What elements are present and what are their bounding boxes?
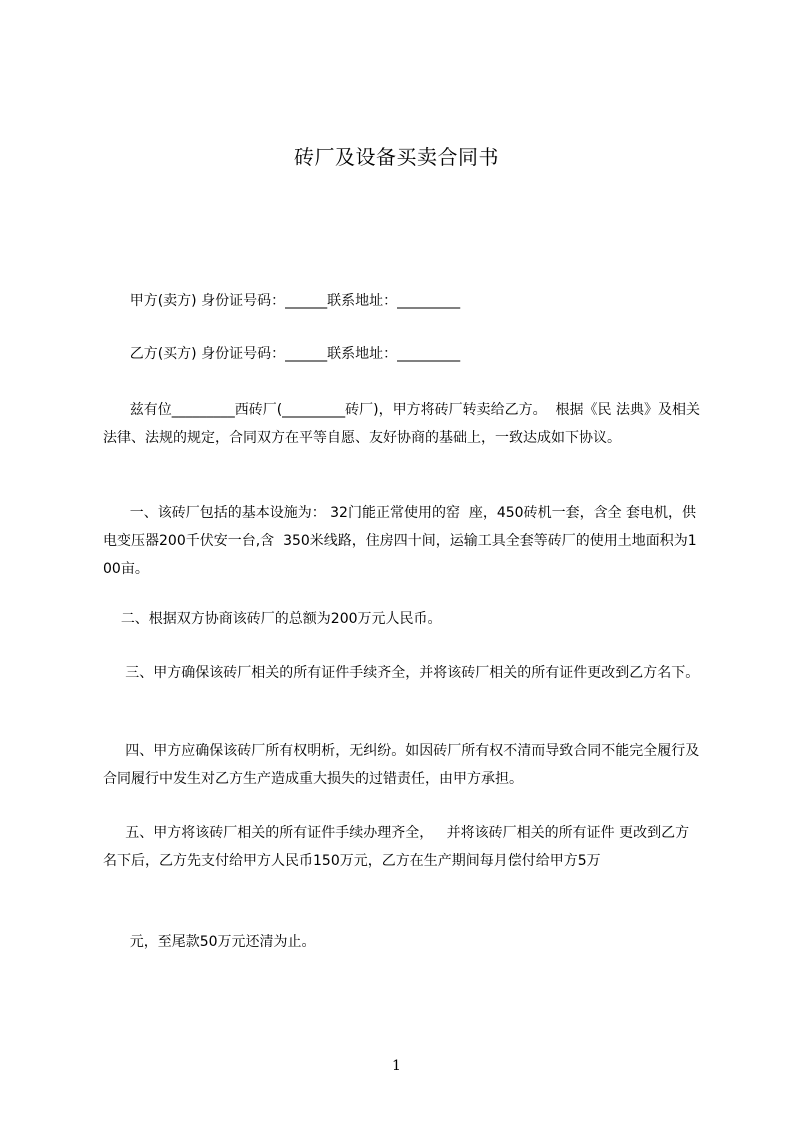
intro-paragraph: 兹有位_________西砖厂(_________砖厂)，甲方将砖厂转卖给乙方。 根据《民 法典》及相关法律、法规的规定，合同双方在平等自愿、友好协商的基础上，一致达成如下协议。 <box>103 402 700 446</box>
clause-2: 二、根据双方协商该砖厂的总额为200万元人民币。 <box>103 611 442 627</box>
clause-3: 三、甲方确保该砖厂相关的所有证件手续齐全，并将该砖厂相关的所有证件更改到乙方名下。 <box>103 665 700 681</box>
document-title: 砖厂及设备买卖合同书 <box>294 145 499 169</box>
clause-1: 一、该砖厂包括的基本设施为： 32门能正常使用的窑 座，450砖机一套，含全 套电机，供电变压器200千伏安一台,含 350米线路，住房四十间，运输工具全套等砖厂的使用土地面积为100亩。 <box>103 505 697 577</box>
party-b-line: 乙方(买方) 身份证号码：______联系地址：_________ <box>103 346 461 362</box>
page-number: 1 <box>392 1058 401 1074</box>
clause-4: 四、甲方应确保该砖厂所有权明析，无纠纷。如因砖厂所有权不清而导致合同不能完全履行及合同履行中发生对乙方生产造成重大损失的过错责任，由甲方承担。 <box>103 743 700 787</box>
party-a-line: 甲方(卖方) 身份证号码：______联系地址：_________ <box>103 293 461 309</box>
clause-5: 五、甲方将该砖厂相关的所有证件手续办理齐全， 并将该砖厂相关的所有证件 更改到乙方名下后，乙方先支付给甲方人民币150万元，乙方在生产期间每月偿付给甲方5万 <box>103 825 690 869</box>
clause-5-continuation: 元，至尾款50万元还清为止。 <box>103 934 316 950</box>
